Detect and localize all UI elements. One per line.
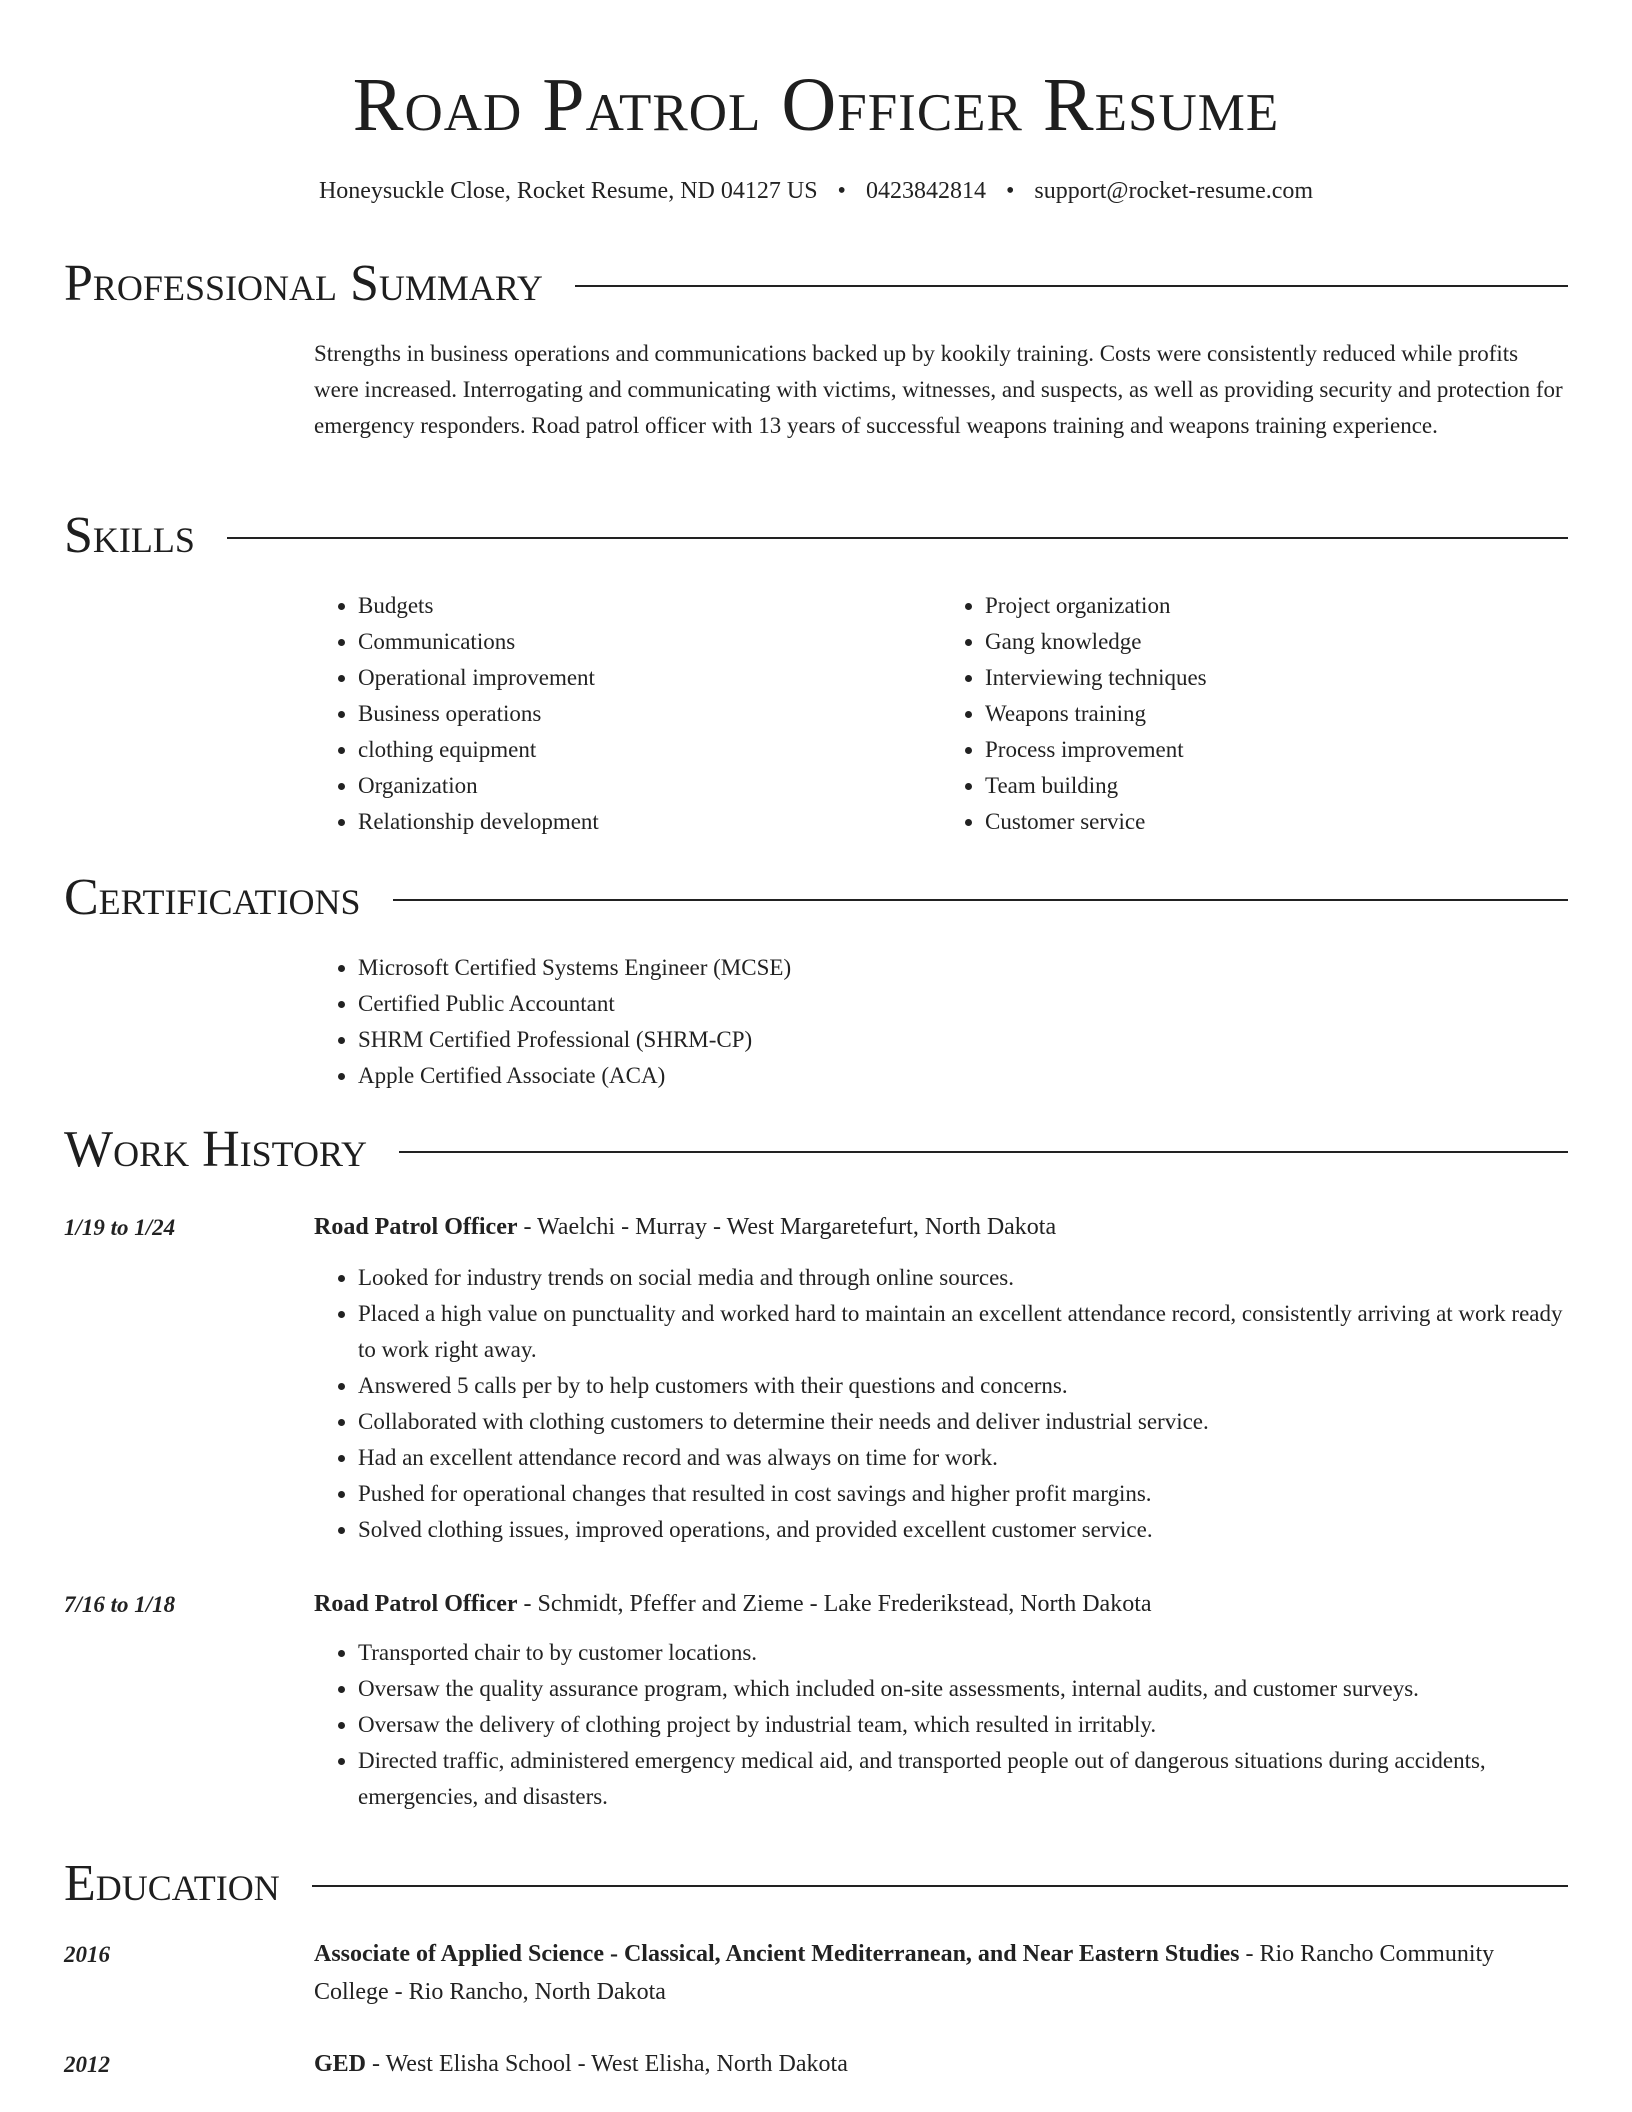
certification-item: • Apple Certified Associate (ACA)	[358, 1058, 1568, 1094]
job-bullet: • Answered 5 calls per by to help customers with their questions and concerns.	[358, 1368, 1568, 1404]
job-role: Road Patrol Officer	[314, 1214, 518, 1240]
skill-item: • Process improvement	[985, 732, 1568, 768]
skill-item: • Gang knowledge	[985, 624, 1568, 660]
job-role: Road Patrol Officer	[314, 1591, 518, 1617]
job-bullet: • Looked for industry trends on social media and through online sources.	[358, 1260, 1568, 1296]
education-heading	[64, 1852, 1568, 1916]
section-divider	[312, 1885, 1568, 1887]
contact-separator: •	[837, 178, 846, 204]
education-degree: GED	[314, 2051, 367, 2077]
job-detail: - Waelchi - Murray - West Margaretefurt, North Dakota	[517, 1214, 1057, 1240]
education-year: 2012	[64, 2052, 110, 2077]
skill-item: • Budgets	[358, 588, 941, 624]
certifications-title: Certifications	[64, 869, 361, 926]
skill-item: • Operational improvement	[358, 660, 941, 696]
education-entry	[314, 2045, 1568, 2083]
summary-heading	[64, 252, 1568, 316]
certification-item: • Certified Public Accountant	[358, 986, 1568, 1022]
skills-column-right	[941, 588, 1568, 840]
job-dates: 7/16 to 1/18	[64, 1592, 176, 1617]
certification-item: • SHRM Certified Professional (SHRM-CP)	[358, 1022, 1568, 1058]
job-bullet: • Placed a high value on punctuality and worked hard to maintain an excellent attendance record, consistently arriving at work ready to work right away.	[358, 1296, 1568, 1368]
certifications-list	[314, 950, 1568, 1094]
section-divider	[393, 899, 1568, 901]
section-divider	[575, 285, 1568, 287]
job-entry	[314, 1585, 1568, 1815]
job-bullet: • Solved clothing issues, improved operations, and provided excellent customer service.	[358, 1512, 1568, 1548]
section-divider	[227, 537, 1568, 539]
certification-item: • Microsoft Certified Systems Engineer (MCSE)	[358, 950, 1568, 986]
skill-item: • Communications	[358, 624, 941, 660]
education-degree: Associate of Applied Science - Classical, Ancient Mediterranean, and Near Eastern Studies	[314, 1941, 1240, 1967]
skills-list	[314, 588, 1568, 840]
certifications-heading	[64, 866, 1568, 930]
job-dates: 1/19 to 1/24	[64, 1215, 176, 1240]
education-title: Education	[64, 1855, 280, 1912]
job-bullet: • Pushed for operational changes that resulted in cost savings and higher profit margins.	[358, 1476, 1568, 1512]
contact-line	[0, 174, 1632, 208]
skill-item: • Business operations	[358, 696, 941, 732]
education-detail: - West Elisha School - West Elisha, North Dakota	[366, 2051, 848, 2077]
job-bullet: • Had an excellent attendance record and was always on time for work.	[358, 1440, 1568, 1476]
skills-title: Skills	[64, 507, 195, 564]
job-bullet: • Transported chair to by customer locations.	[358, 1635, 1568, 1671]
job-heading	[314, 1585, 1568, 1623]
contact-email[interactable]: support@rocket-resume.com	[1034, 178, 1314, 204]
summary-title: Professional Summary	[64, 255, 543, 312]
contact-phone: 0423842814	[865, 178, 986, 204]
skill-item: • Project organization	[985, 588, 1568, 624]
job-bullet: • Oversaw the delivery of clothing project by industrial team, which resulted in irritably.	[358, 1707, 1568, 1743]
skill-item: • Relationship development	[358, 804, 941, 840]
job-detail: - Schmidt, Pfeffer and Zieme - Lake Frederikstead, North Dakota	[517, 1591, 1152, 1617]
skill-item: • Organization	[358, 768, 941, 804]
job-bullet: • Oversaw the quality assurance program, which included on-site assessments, internal audits, and customer surveys.	[358, 1671, 1568, 1707]
education-entry	[314, 1935, 1568, 2011]
contact-separator: •	[1005, 178, 1015, 204]
resume-title: Road Patrol Officer Resume	[352, 63, 1280, 147]
job-bullet: • Collaborated with clothing customers to determine their needs and deliver industrial service.	[358, 1404, 1568, 1440]
skill-item: • Team building	[985, 768, 1568, 804]
job-bullet: • Directed traffic, administered emergency medical aid, and transported people out of dangerous situations during accidents, emergencies, and disasters.	[358, 1743, 1568, 1815]
job-entry	[314, 1208, 1568, 1548]
education-detail: - Rio Rancho Community College - Rio Rancho, North Dakota	[314, 1941, 1495, 2005]
skill-item: • Customer service	[985, 804, 1568, 840]
work-history-heading	[64, 1118, 1568, 1182]
contact-address: Honeysuckle Close, Rocket Resume, ND 04127 US	[318, 178, 818, 204]
work-history-title: Work History	[64, 1121, 368, 1178]
education-year: 2016	[64, 1942, 110, 1967]
skills-heading	[64, 504, 1568, 568]
summary-text: Strengths in business operations and communications backed up by kookily training. Costs were consistently reduced while profits were increased. Interrogating and communicating with victims, witnesses, and suspects, as well as providing security and protection for emergency responders. Road patrol officer with 13 years of successful weapons training and weapons training experience.	[314, 341, 1563, 438]
skill-item: • clothing equipment	[358, 732, 941, 768]
job-heading	[314, 1208, 1568, 1246]
skills-column-left	[314, 588, 941, 840]
skill-item: • Weapons training	[985, 696, 1568, 732]
skill-item: • Interviewing techniques	[985, 660, 1568, 696]
section-divider	[399, 1151, 1568, 1153]
